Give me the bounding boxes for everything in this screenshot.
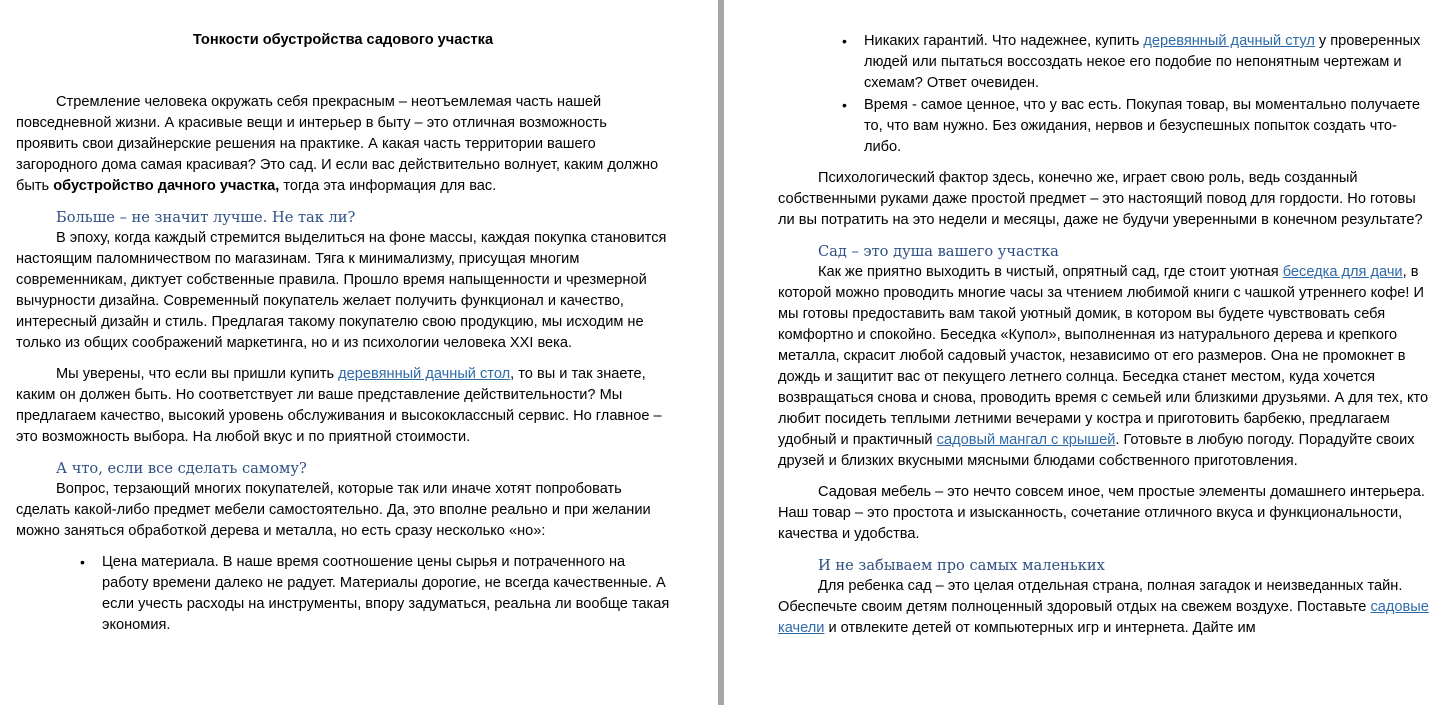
document-page-left (0, 0, 718, 705)
link-wooden-table[interactable]: деревянный дачный стол (338, 366, 511, 382)
list-item (16, 552, 670, 636)
list-item-text: у проверенных людей или пытаться воссоздать некое его подобие по непонятным чертежам и схемам? Ответ очевиден. (864, 33, 1421, 91)
paragraph-gazebo (778, 262, 1433, 472)
link-grill[interactable]: садовый мангал с крышей (936, 432, 1116, 448)
bullet-icon: • (842, 33, 847, 49)
document-page-right (724, 0, 1449, 705)
list-item (778, 95, 1433, 158)
link-swings[interactable]: садовые качели (778, 599, 1429, 636)
paragraph-minimalism: В эпоху, когда каждый стремится выделиться на фоне массы, каждая покупка становится настоящим паломничеством по магазинам. Тяга к минимализму, присущая многим современникам, диктует собственные правила. Прошло время напыщенности и чрезмерной вычурности дизайна. Современный покупатель желает получить функционал и качество, интересный дизайн и стиль. Предлагая такому покупателю свою продукцию, мы исходим не только из общих соображений маркетинга, но и из психологии человека XXI века. (16, 230, 667, 351)
paragraph-text: . Готовьте в любую погоду. Порадуйте своих друзей и близких вкусными мясными блюдами собственного приготовления. (778, 432, 1415, 469)
intro-bold-phrase: обустройство дачного участка, (53, 178, 280, 194)
bullet-list-left (16, 552, 670, 636)
section-heading-diy: А что, если все сделать самому? (56, 460, 307, 477)
paragraph-kids (778, 576, 1433, 639)
document-title: Тонкости обустройства садового участка (192, 32, 494, 48)
paragraph-text: , то вы и так знаете, каким он должен быть. Но соответствует ли ваше представление действительности? Мы предлагаем качество, высокий уровень обслуживания и высококлассный сервис. Но главное – это возможность выбора. На любой вкус и по приятной стоимости. (16, 366, 662, 445)
paragraph-wooden-table (16, 364, 670, 448)
bullet-icon: • (80, 554, 85, 570)
list-item-text: Время - самое ценное, что у вас есть. Покупая товар, вы моментально получаете то, что вам нужно. Без ожидания, нервов и безуспешных попыток создать что-либо. (864, 97, 1421, 155)
intro-text-end: тогда эта информация для вас. (279, 178, 497, 194)
link-wooden-chair[interactable]: деревянный дачный стул (1143, 33, 1315, 49)
paragraph-text: Мы уверены, что если вы пришли купить (56, 366, 339, 382)
list-item-text: Никаких гарантий. Что надежнее, купить (864, 33, 1144, 49)
list-item (778, 31, 1433, 94)
section-heading-kids: И не забываем про самых маленьких (818, 557, 1105, 574)
section-heading-garden: Сад – это душа вашего участка (818, 243, 1059, 260)
paragraph-furniture: Садовая мебель – это нечто совсем иное, чем простые элементы домашнего интерьера. Наш товар – это простота и изысканность, сочетание отличного вкуса и функциональности, качества и удобства. (778, 484, 1425, 542)
paragraph-diy: Вопрос, терзающий многих покупателей, которые так или иначе хотят попробовать сделать какой-либо предмет мебели самостоятельно. Да, это вполне реально и при желании можно заняться обработкой дерева и металла, но есть сразу несколько «но»: (16, 481, 651, 539)
paragraph-text: Как же приятно выходить в чистый, опрятный сад, где стоит уютная (818, 264, 1283, 280)
intro-paragraph (16, 92, 670, 197)
link-gazebo[interactable]: беседка для дачи (1282, 264, 1403, 280)
paragraph-text: Для ребенка сад – это целая отдельная страна, полная загадок и неизведанных тайн. Обеспечьте своим детям полноценный здоровый отдых на свежем воздухе. Поставьте (778, 578, 1403, 615)
intro-text: Стремление человека окружать себя прекрасным – неотъемлемая часть нашей повседневной жизни. А красивые вещи и интерьер в быту – это отличная возможность проявить свои дизайнерские решения на практике. А какая часть территории вашего загородного дома самая красивая? Это сад. И если вас действительно волнует, каким должно быть (16, 94, 659, 194)
paragraph-text: , в которой можно проводить многие часы за чтением любимой книги с чашкой утреннего кофе! И мы готовы предоставить вам такой уютный домик, в котором вы будете чувствовать себя комфортно и спокойно. Беседка «Купол», выполненная из натурального дерева и крепкого металла, скрасит любой садовый участок, независимо от его размеров. Она не промокнет в дождь и защитит вас от пекущего летнего солнца. Беседка станет местом, куда хочется возвращаться снова и снова, проводить время с семьей или близкими друзьями. А для тех, кто любит посидеть теплыми летними вечерами у костра и приготовить барбекю, предлагаем удобный и практичный (778, 264, 1429, 448)
section-heading-less-is-more: Больше – не значит лучше. Не так ли? (56, 209, 356, 226)
paragraph-psychology: Психологический фактор здесь, конечно же, играет свою роль, ведь созданный собственными руками даже простой предмет – это настоящий повод для гордости. Но готовы ли вы потратить на это недели и месяцы, даже не будучи уверенными в конечном результате? (778, 170, 1423, 228)
list-item-text: Цена материала. В наше время соотношение цены сырья и потраченного на работу времени далеко не радует. Материалы дорогие, не всегда качественные. А если учесть расходы на инструменты, впору задуматься, реальна ли вообще такая экономия. (102, 554, 670, 633)
bullet-icon: • (842, 97, 847, 113)
bullet-list-right (778, 31, 1433, 158)
paragraph-text: и отвлеките детей от компьютерных игр и интернета. Дайте им (824, 620, 1256, 636)
